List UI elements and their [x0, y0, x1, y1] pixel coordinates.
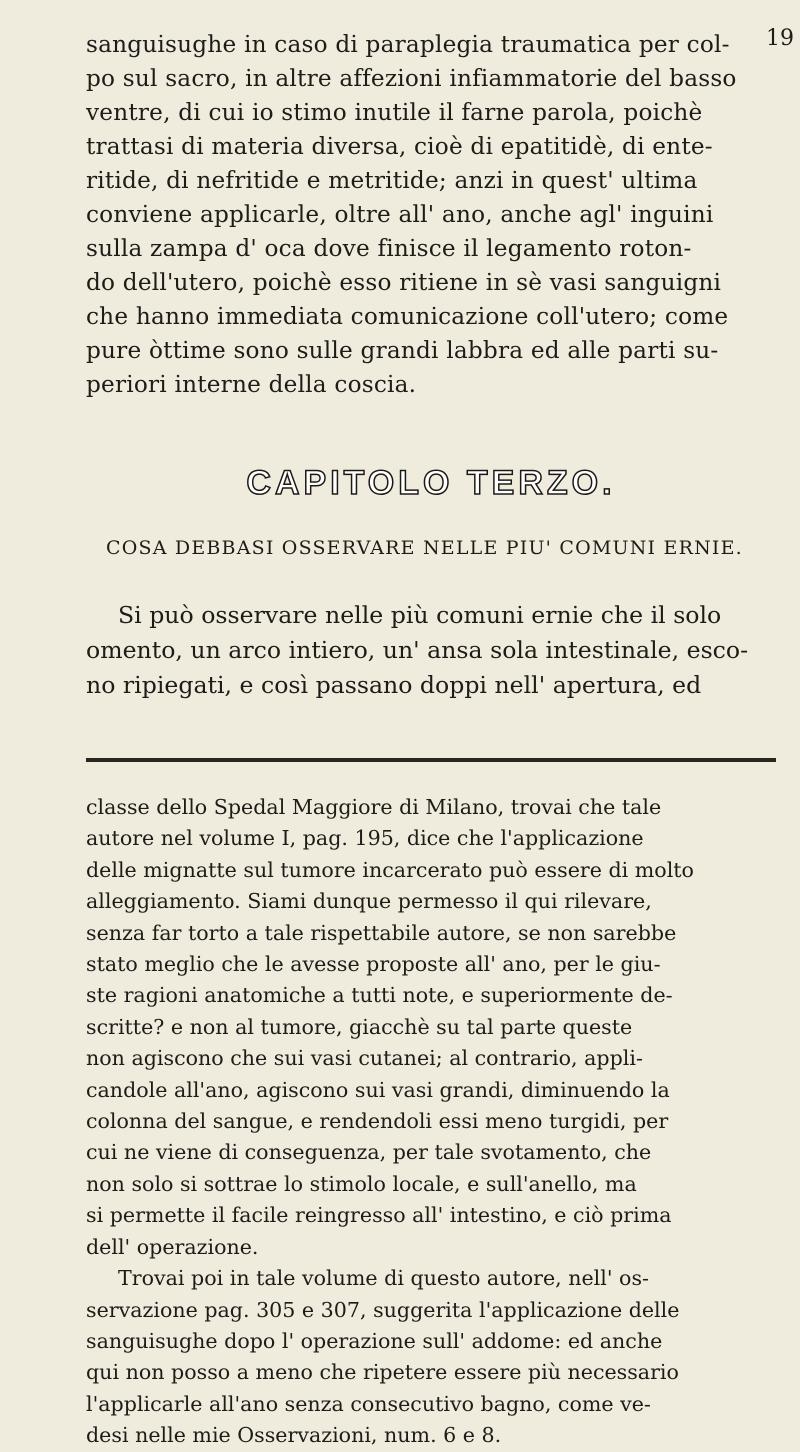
- text-line: ritide, di nefritide e metritide; anzi in quest' ultima: [86, 167, 698, 194]
- footnote-line: ste ragioni anatomiche a tutti note, e superiormente de-: [86, 983, 673, 1008]
- footnote-line: servazione pag. 305 e 307, suggerita l'applicazione delle: [86, 1297, 680, 1322]
- footnote-divider: [86, 758, 776, 762]
- section-heading: COSA DEBBASI OSSERVARE NELLE PIU' COMUNI ERNIE.: [106, 537, 743, 559]
- text-line: sulla zampa d' oca dove finisce il legamento roton-: [86, 235, 692, 262]
- footnote-line: colonna del sangue, e rendendoli essi meno turgidi, per: [86, 1109, 669, 1134]
- footnote-line: sanguisughe dopo l' operazione sull' addome: ed anche: [86, 1328, 663, 1353]
- footnote-line: autore nel volume I, pag. 195, dice che l'applicazione: [86, 826, 644, 851]
- footnote-line: scritte? e non al tumore, giacchè su tal parte queste: [86, 1014, 633, 1039]
- footnote-line: non agiscono che sui vasi cutanei; al contrario, appli-: [86, 1046, 643, 1071]
- footnote-line: non solo si sottrae lo stimolo locale, e sull'anello, ma: [86, 1171, 637, 1196]
- text-line: che hanno immediata comunicazione coll'utero; come: [86, 303, 729, 330]
- page-number: 19: [766, 26, 794, 51]
- text-line: pure òttime sono sulle grandi labbra ed alle parti su-: [86, 337, 719, 364]
- text-line: trattasi di materia diversa, cioè di epatitidè, di ente-: [86, 133, 713, 160]
- text-line: no ripiegati, e così passano doppi nell' apertura, ed: [86, 671, 702, 699]
- text-line: omento, un arco intiero, un' ansa sola intestinale, esco-: [86, 636, 749, 664]
- text-line: Si può osservare nelle più comuni ernie che il solo: [118, 601, 722, 629]
- footnote-line: stato meglio che le avesse proposte all' ano, per le giu-: [86, 952, 661, 977]
- chapter-title: CAPITOLO TERZO.: [246, 464, 616, 502]
- footnote-line: l'applicarle all'ano senza consecutivo bagno, come ve-: [86, 1391, 651, 1416]
- footnote-line: Trovai poi in tale volume di questo autore, nell' os-: [118, 1266, 649, 1291]
- text-line: po sul sacro, in altre affezioni infiammatorie del basso: [86, 65, 737, 92]
- footnote-line: classe dello Spedal Maggiore di Milano, trovai che tale: [86, 795, 662, 819]
- footnote-line: alleggiamento. Siami dunque permesso il qui rilevare,: [86, 889, 652, 914]
- footnote-line: candole all'ano, agiscono sui vasi grandi, diminuendo la: [86, 1077, 670, 1102]
- footnote-line: dell' operazione.: [86, 1234, 259, 1259]
- footnote: [86, 792, 776, 1452]
- text-line: sanguisughe in caso di paraplegia traumatica per col-: [86, 31, 730, 58]
- main-paragraph: [86, 28, 776, 402]
- text-line: conviene applicarle, oltre all' ano, anche agl' inguini: [86, 201, 714, 228]
- text-line: do dell'utero, poichè esso ritiene in sè vasi sanguigni: [86, 269, 722, 296]
- footnote-line: si permette il facile reingresso all' intestino, e ciò prima: [86, 1203, 672, 1228]
- footnote-line: qui non posso a meno che ripetere essere più necessario: [86, 1360, 679, 1385]
- footnote-line: delle mignatte sul tumore incarcerato può essere di molto: [86, 857, 694, 882]
- footnote-line: senza far torto a tale rispettabile autore, se non sarebbe: [86, 920, 677, 945]
- section-paragraph: [86, 598, 776, 703]
- text-line: periori interne della coscia.: [86, 371, 417, 398]
- text-line: ventre, di cui io stimo inutile il farne parola, poichè: [86, 99, 703, 126]
- footnote-line: cui ne viene di conseguenza, per tale svotamento, che: [86, 1140, 652, 1165]
- footnote-line: desi nelle mie Osservazioni, num. 6 e 8.: [86, 1423, 502, 1448]
